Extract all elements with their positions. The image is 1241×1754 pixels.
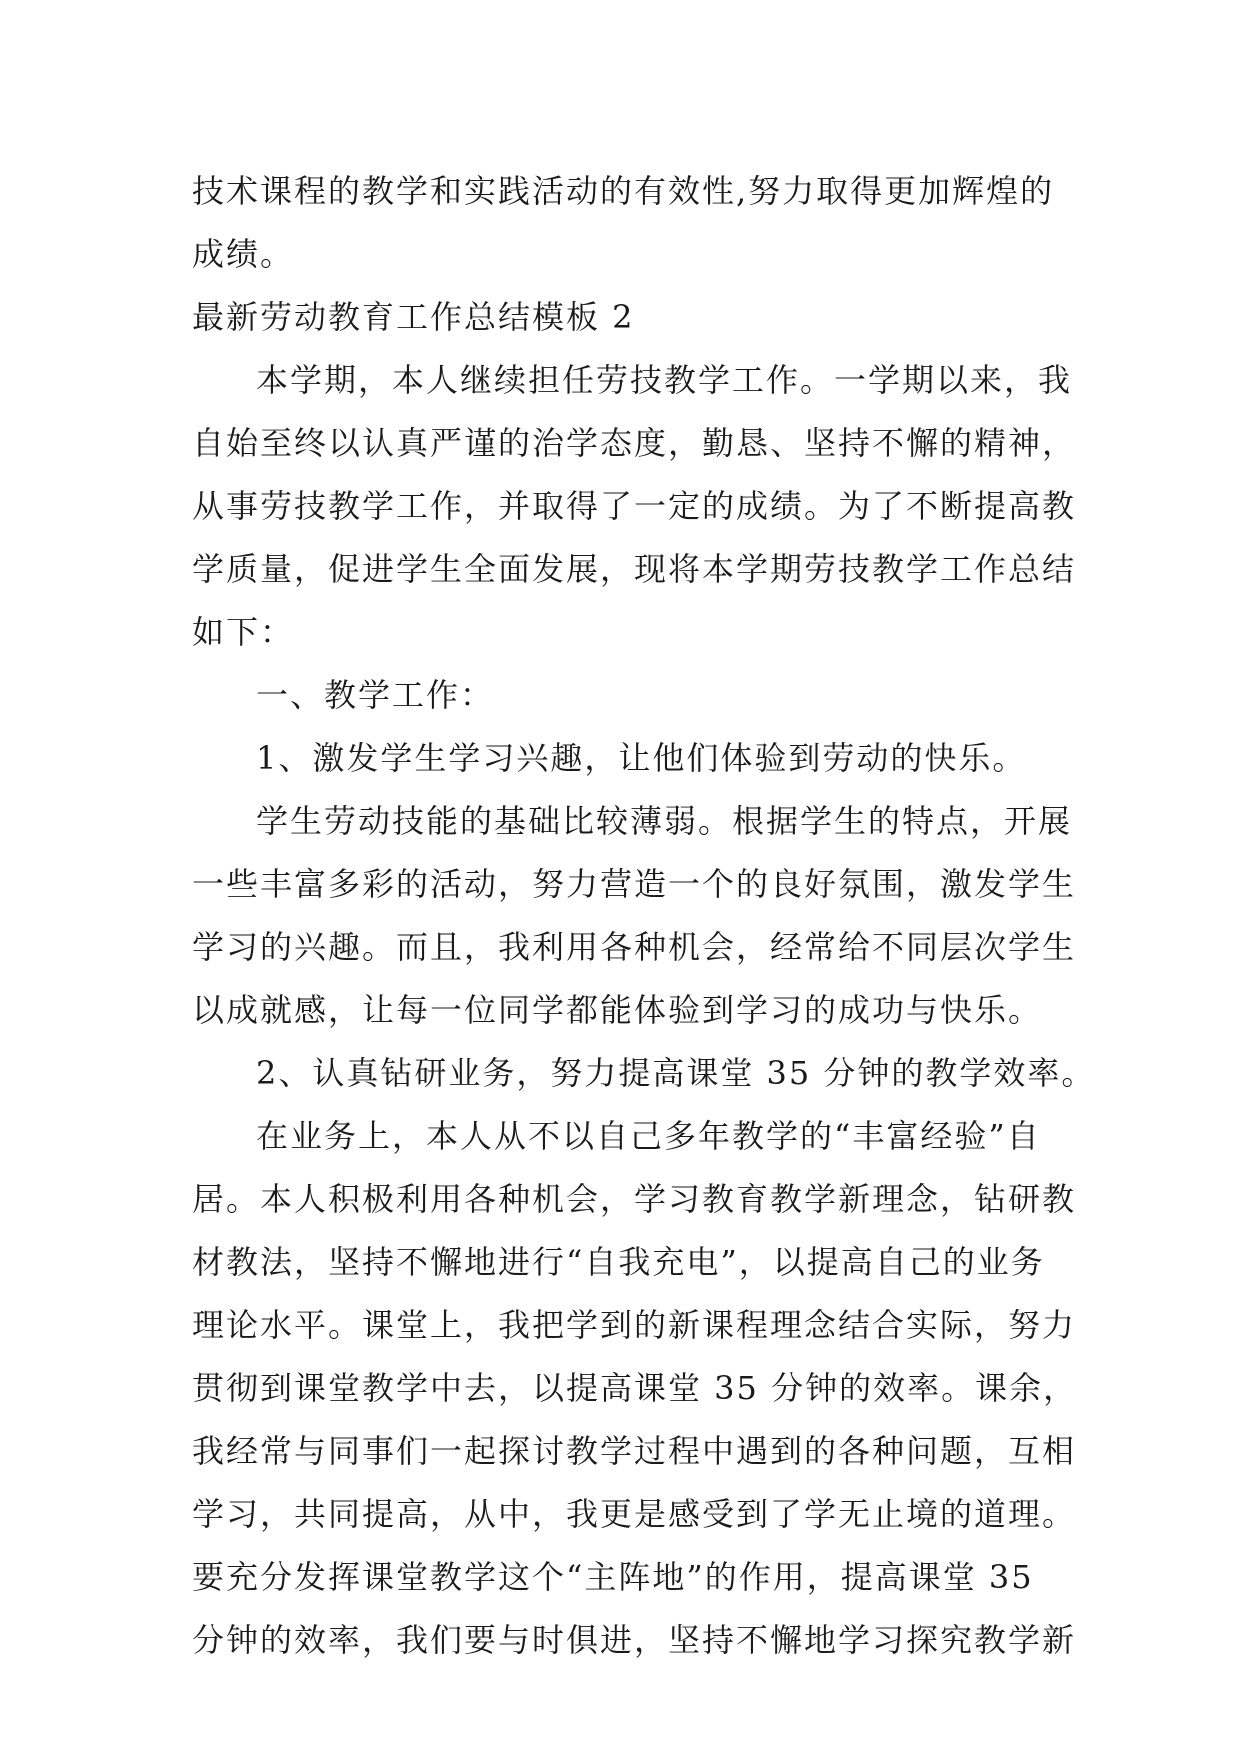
text-line: 学习，共同提高，从中，我更是感受到了学无止境的道理。 bbox=[192, 1495, 1077, 1533]
text-line: 居。本人积极利用各种机会，学习教育教学新理念，钻研教 bbox=[192, 1180, 1077, 1218]
text-line: 技术课程的教学和实践活动的有效性,努力取得更加辉煌的 bbox=[192, 172, 1055, 210]
text-line: 一些丰富多彩的活动，努力营造一个的良好氛围，激发学生 bbox=[192, 865, 1077, 903]
section-heading: 最新劳动教育工作总结模板 2 bbox=[192, 298, 635, 336]
text-line: 材教法，坚持不懈地进行“自我充电”，以提高自己的业务 bbox=[192, 1243, 1045, 1281]
text-line: 在业务上，本人从不以自己多年教学的“丰富经验”自 bbox=[256, 1117, 1041, 1155]
text-line: 我经常与同事们一起探讨教学过程中遇到的各种问题，互相 bbox=[192, 1432, 1077, 1470]
document-body bbox=[192, 160, 1096, 1672]
text-line: 本学期，本人继续担任劳技教学工作。一学期以来，我 bbox=[256, 361, 1073, 399]
text-line: 要充分发挥课堂教学这个“主阵地”的作用，提高课堂 35 bbox=[192, 1558, 1034, 1596]
text-line: 成绩。 bbox=[192, 235, 295, 273]
text-line: 1、激发学生学习兴趣，让他们体验到劳动的快乐。 bbox=[256, 739, 1027, 777]
text-line: 2、认真钻研业务，努力提高课堂 35 分钟的教学效率。 bbox=[256, 1054, 1096, 1092]
text-line: 分钟的效率，我们要与时俱进，坚持不懈地学习探究教学新 bbox=[192, 1621, 1077, 1659]
text-line: 学生劳动技能的基础比较薄弱。根据学生的特点，开展 bbox=[256, 802, 1073, 840]
text-line: 理论水平。课堂上，我把学到的新课程理念结合实际，努力 bbox=[192, 1306, 1077, 1344]
text-line: 学习的兴趣。而且，我利用各种机会，经常给不同层次学生 bbox=[192, 928, 1077, 966]
text-line: 如下： bbox=[192, 613, 295, 651]
text-line: 从事劳技教学工作，并取得了一定的成绩。为了不断提高教 bbox=[192, 487, 1077, 525]
text-line: 自始至终以认真严谨的治学态度，勤恳、坚持不懈的精神， bbox=[192, 424, 1077, 462]
text-line: 以成就感，让每一位同学都能体验到学习的成功与快乐。 bbox=[192, 991, 1043, 1029]
text-line: 贯彻到课堂教学中去，以提高课堂 35 分钟的效率。课余， bbox=[192, 1369, 1078, 1407]
text-line: 学质量，促进学生全面发展，现将本学期劳技教学工作总结 bbox=[192, 550, 1077, 588]
text-line: 一、教学工作： bbox=[256, 676, 495, 714]
